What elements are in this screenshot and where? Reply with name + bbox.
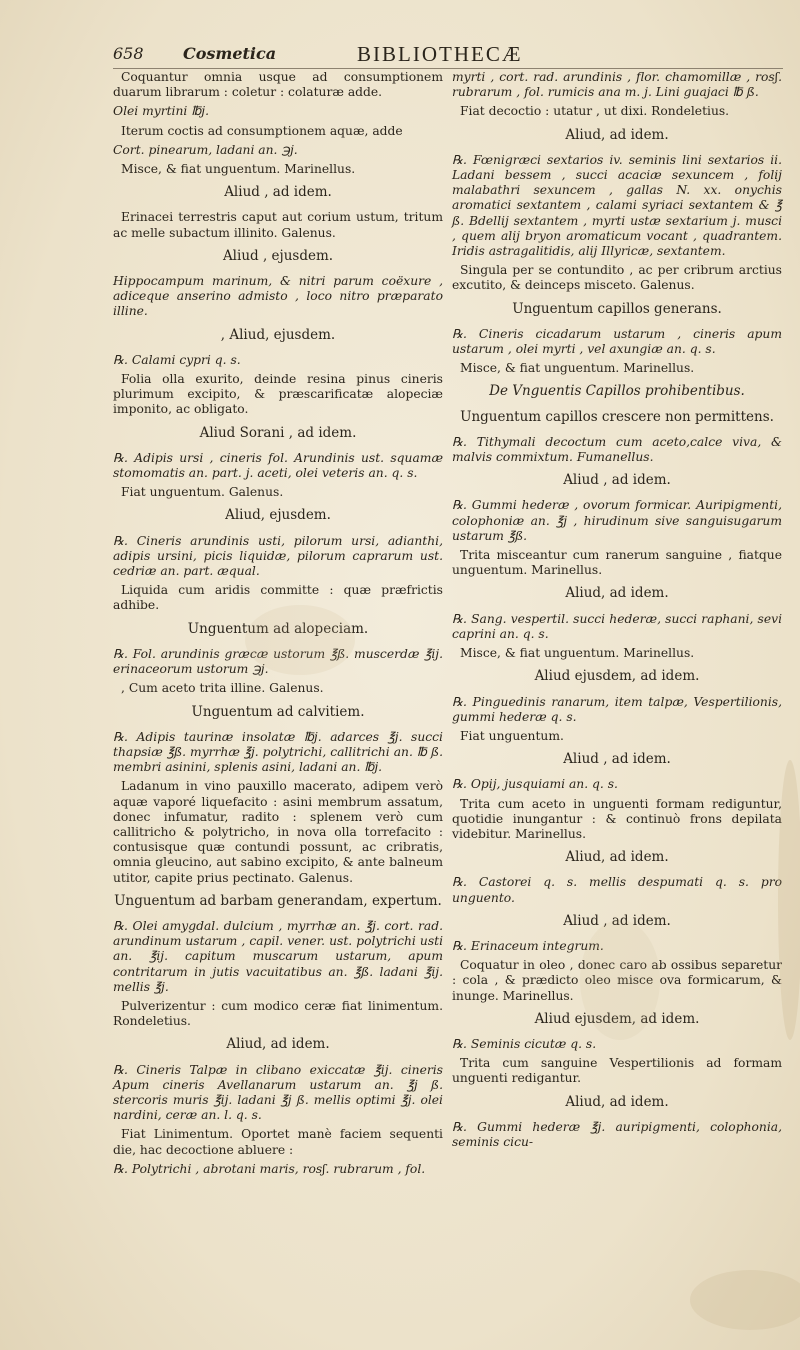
section-heading: Unguentum ad barbam generandam, expertum. (114, 892, 442, 909)
section-heading: , Aliud, ejusdem. (220, 326, 336, 343)
section-heading: Aliud Sorani , ad idem. (199, 424, 357, 441)
recipe-line: ℞. Opij, jusquiami an. q. s. (452, 777, 618, 792)
section-heading: De Vnguentis Capillos prohibentibus. (489, 383, 745, 400)
section-heading: Unguentum capillos generans. (512, 300, 722, 317)
section-heading: Aliud , ad idem. (563, 751, 671, 768)
text-paragraph: Ladanum in vino pauxillo macerato, adipem verò aquæ vaporé liquefacito : asini membrum assatum, donec infumatur, radito : splenem verò cum callitricho & polytricho, in nova olla torrefacito : contusisque quæ contundi possunt, ac cribratis, omnia gleucino, aut sabino excipito, & ante balneum utitor, capite prius pectinato. Galenus. (113, 779, 443, 885)
text-paragraph: , Cum aceto trita illine. Galenus. (121, 681, 324, 696)
text-paragraph: Fiat unguentum. (460, 728, 564, 743)
text-paragraph: Erinacei terrestris caput aut corium ustum, tritum ac melle subactum illinito. Galenus. (113, 210, 443, 240)
section-heading: Unguentum ad calvitiem. (191, 703, 365, 720)
text-paragraph: Misce, & fiat unguentum. Marinellus. (121, 162, 356, 177)
recipe-line: ℞. Calami cypri q. s. (113, 352, 241, 367)
recipe-line: ℞. Gummi hederæ ℥j. auripigmenti, colophonia, seminis cicu- (452, 1119, 782, 1149)
recipe-line: ℞. Cineris Talpæ in clibano exiccatæ ℥ij. cineris Apum cineris Avellanarum ustarum an. ℥j ß. stercoris muris ℥ij. ladani ℥j ß. mellis optimi ℥j. olei nardini, ceræ an. l. q. s. (113, 1062, 443, 1123)
recipe-line: ℞. Gummi hederæ , ovorum formicar. Auripigmenti, colophoniæ an. ℥j , hirudinum sive sanguisugarum ustarum ℥ß. (452, 498, 782, 543)
section-heading: Aliud, ejusdem. (225, 507, 331, 524)
text-paragraph: Fiat Linimentum. Oportet manè faciem sequenti die, hac decoctione abluere : (113, 1127, 443, 1157)
recipe-line: ℞. Fœnigræci sextarios iv. seminis lini sextarios ii. Ladani bessem , succi acaciæ sexuncem , folij malabathri sexuncem , gallas N. xx. onychis aromatici sextantem , calami syriaci sextantem & ℥ ß. Bdellij sextantem , myrti ustæ sextarium j. musci , quem alij bryon aromaticum vocant , quadrantem. Iridis astragalitidis, alij Illyricæ, sextantem. (452, 152, 782, 259)
text-paragraph: Misce, & fiat unguentum. Marinellus. (460, 361, 695, 376)
text-paragraph: Coquantur omnia usque ad consumptionem duarum librarum : coletur : colaturæ adde. (113, 70, 443, 100)
left-column (113, 70, 443, 1181)
running-head: Cosmetica (183, 44, 277, 63)
section-heading: Aliud , ad idem. (563, 912, 671, 929)
right-column (452, 70, 782, 1154)
recipe-line: ℞. Seminis cicutæ q. s. (452, 1036, 597, 1051)
recipe-line: ℞. Polytrichi , abrotani maris, rosʃ. rubrarum , fol. (113, 1161, 426, 1176)
text-paragraph: Liquida cum aridis committe : quæ præfrictis adhibe. (113, 583, 443, 613)
recipe-line: ℞. Pinguedinis ranarum, item talpæ, Vespertilionis, gummi hederæ q. s. (452, 694, 782, 724)
section-heading: Aliud ejusdem, ad idem. (534, 668, 700, 685)
text-paragraph: Coquatur in oleo , donec caro ab ossibus separetur : cola , & prædicto oleo misce ova formicarum, & inunge. Marinellus. (452, 958, 782, 1003)
recipe-line: ℞. Cineris arundinis usti, pilorum ursi, adianthi, adipis ursini, picis liquidæ, pilorum caprarum ust. cedriæ an. part. æqual. (113, 533, 443, 579)
recipe-line: ℞. Castorei q. s. mellis despumati q. s. pro unguento. (452, 875, 782, 905)
text-paragraph: Singula per se contundito , ac per cribrum arctius excutito, & deinceps misceto. Galenus. (452, 263, 782, 293)
section-heading: Aliud , ejusdem. (222, 247, 334, 264)
section-heading: Aliud , ad idem. (224, 184, 332, 201)
text-paragraph: Trita cum aceto in unguenti formam rediguntur, quotidie inungantur : & continuò frons depilata videbitur. Marinellus. (452, 796, 782, 841)
recipe-line: ℞. Fol. arundinis græcæ ustorum ℥ß. muscerdæ ℥ij. erinaceorum ustorum ℈j. (113, 646, 443, 677)
recipe-line: ℞. Olei amygdal. dulcium , myrrhæ an. ℥j. cort. rad. arundinum ustarum , capil. vener. ust. polytrichi usti an. ℥ij. capitum muscarum ustarum, apum contritarum in jutis vacuitatibus an. ℥ß. ladani ℥ij. mellis ℥j. (113, 918, 443, 994)
section-heading: Aliud , ad idem. (563, 472, 671, 489)
text-paragraph: Trita misceantur cum ranerum sanguine , fiatque unguentum. Marinellus. (452, 548, 782, 578)
recipe-line: ℞. Sang. vespertil. succi hederæ, succi raphani, sevi caprini an. q. s. (452, 611, 782, 641)
text-paragraph: Misce, & fiat unguentum. Marinellus. (460, 646, 695, 661)
section-heading: Aliud ejusdem, ad idem. (534, 1010, 700, 1027)
section-heading: Aliud, ad idem. (565, 126, 669, 143)
header-rule (113, 68, 783, 69)
text-paragraph: Iterum coctis ad consumptionem aquæ, adde (121, 123, 403, 138)
text-paragraph: Pulverizentur : cum modico ceræ fiat linimentum. Rondeletius. (113, 998, 443, 1029)
recipe-line: Cort. pinearum, ladani an. ℈j. (113, 142, 298, 157)
section-heading: Aliud, ad idem. (565, 849, 669, 866)
recipe-line: Olei myrtini ℔j. (113, 104, 210, 119)
section-heading: Aliud, ad idem. (565, 585, 669, 602)
text-paragraph: Trita cum sanguine Vespertilionis ad formam unguenti redigantur. (452, 1056, 782, 1086)
recipe-line: ℞. Tithymali decoctum cum aceto,calce viva, & malvis commixtum. Fumanellus. (452, 434, 782, 465)
page-number: 658 (113, 44, 144, 63)
recipe-line: ℞. Adipis taurinæ insolatæ ℔j. adarces ℥j. succi thapsiæ ℥ß. myrrhæ ℥j. polytrichi, callitrichi an. ℔ ß. membri asinini, splenis asini, ladani an. ℔j. (113, 729, 443, 775)
recipe-line: ℞. Adipis ursi , cineris fol. Arundinis ust. squamæ stomomatis an. part. j. aceti, olei veteris an. q. s. (113, 450, 443, 481)
recipe-line: myrti , cort. rad. arundinis , flor. chamomillæ , rosʃ. rubrarum , fol. rumicis ana m. j. Lini guajaci ℔ ß. (452, 70, 782, 100)
section-heading: Unguentum capillos crescere non permittens. (460, 408, 774, 425)
page-header (0, 40, 800, 74)
section-heading: Aliud, ad idem. (226, 1036, 330, 1053)
text-paragraph: Fiat unguentum. Galenus. (121, 485, 284, 500)
page-title: BIBLIOTHECÆ (357, 42, 523, 66)
text-paragraph: Fiat decoctio : utatur , ut dixi. Rondeletius. (460, 104, 730, 119)
section-heading: Aliud, ad idem. (565, 1093, 669, 1110)
recipe-line: ℞. Cineris cicadarum ustarum , cineris apum ustarum , olei myrti , vel axungiæ an. q. s. (452, 326, 782, 357)
recipe-line: Hippocampum marinum, & nitri parum coëxure , adiceque anserino admisto , loco nitro præparato illine. (113, 274, 443, 319)
text-paragraph: Folia olla exurito, deinde resina pinus cineris plurimum excipito, & præscarificatæ alopeciæ imponito, ac obligato. (113, 372, 443, 417)
recipe-line: ℞. Erinaceum integrum. (452, 938, 604, 953)
section-heading: Unguentum ad alopeciam. (187, 620, 369, 637)
